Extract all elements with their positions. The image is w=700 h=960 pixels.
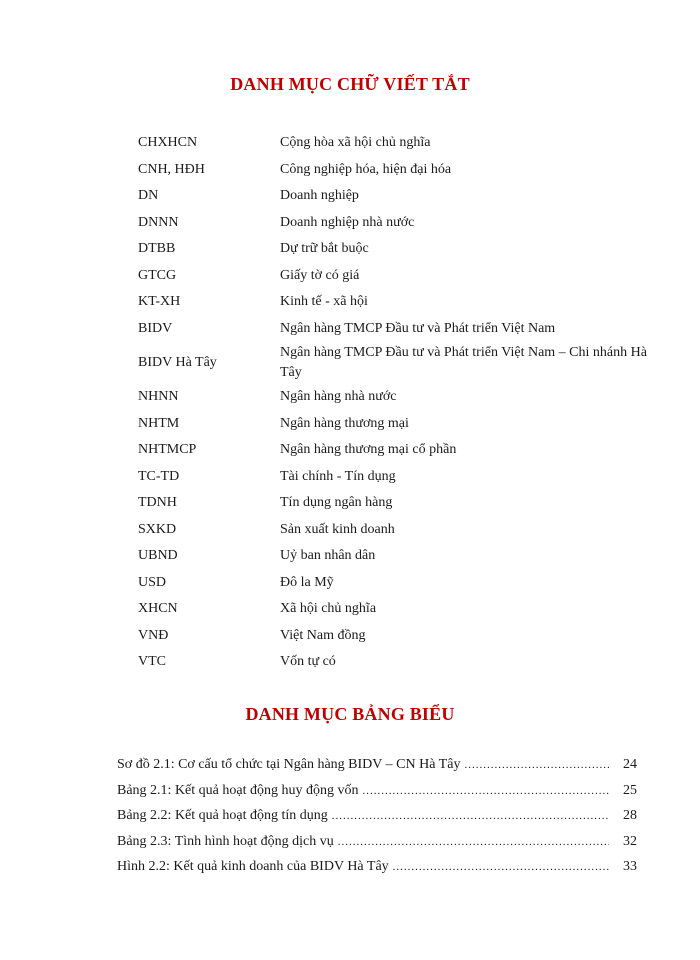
- abbreviation-code: SXKD: [138, 521, 177, 537]
- abbreviation-row: [138, 157, 648, 184]
- abbreviation-row: [138, 316, 648, 343]
- abbreviation-row: [138, 130, 648, 157]
- abbreviation-description: Dự trữ bắt buộc: [280, 241, 369, 257]
- toc-entry[interactable]: [117, 859, 637, 885]
- abbreviation-row: [138, 649, 648, 676]
- abbreviation-row: [138, 236, 648, 263]
- abbreviation-description: Doanh nghiệp nhà nước: [280, 214, 415, 230]
- toc-page-number: 24: [623, 757, 637, 772]
- abbreviation-description: Uỷ ban nhân dân: [280, 548, 376, 564]
- abbreviation-row: [138, 596, 648, 623]
- toc-entry[interactable]: [117, 808, 637, 834]
- abbreviation-description: Ngân hàng thương mại: [280, 415, 409, 431]
- toc-leader-dots: [332, 810, 609, 822]
- abbreviation-description: Việt Nam đồng: [280, 627, 366, 643]
- abbreviation-row: [138, 384, 648, 411]
- toc-page-number: 28: [623, 808, 637, 823]
- abbreviations-title: DANH MỤC CHỮ VIẾT TẮT: [230, 74, 470, 94]
- toc-entry-text: Sơ đồ 2.1: Cơ cấu tổ chức tại Ngân hàng BIDV – CN Hà Tây: [117, 757, 461, 772]
- abbreviation-row: [138, 263, 648, 290]
- toc-leader-dots: [464, 759, 609, 771]
- abbreviation-description: Xã hội chủ nghĩa: [280, 601, 377, 617]
- abbreviation-description: Ngân hàng TMCP Đầu tư và Phát triển Việt Nam – Chi nhánh Hà Tây: [280, 345, 647, 380]
- abbreviation-row: [138, 464, 648, 491]
- abbreviation-description: Ngân hàng nhà nước: [280, 389, 397, 405]
- toc-entry[interactable]: [117, 757, 637, 783]
- abbreviation-description: Tài chính - Tín dụng: [280, 468, 396, 484]
- abbreviation-description: Vốn tự có: [280, 654, 336, 670]
- abbreviation-code: TC-TD: [138, 468, 180, 484]
- abbreviation-list: [138, 130, 648, 676]
- abbreviation-code: KT-XH: [138, 294, 181, 310]
- abbreviation-code: BIDV: [138, 320, 173, 336]
- abbreviation-row: [138, 623, 648, 650]
- tables-title: DANH MỤC BẢNG BIỂU: [245, 704, 455, 724]
- abbreviation-code: VTC: [138, 654, 166, 670]
- abbreviation-row: [138, 411, 648, 438]
- abbreviation-code: DNNN: [138, 214, 179, 230]
- table-of-figures: [117, 757, 637, 885]
- toc-page-number: 25: [623, 782, 637, 798]
- abbreviation-code: NHTM: [138, 415, 180, 431]
- abbreviation-code: DTBB: [138, 241, 176, 257]
- toc-entry-text: Bảng 2.1: Kết quả hoạt động huy động vốn: [117, 782, 359, 798]
- abbreviation-code: CHXHCN: [138, 135, 198, 151]
- toc-entry[interactable]: [117, 834, 637, 860]
- abbreviation-description: Doanh nghiệp: [280, 188, 359, 204]
- abbreviation-description: Ngân hàng thương mại cổ phần: [280, 442, 457, 458]
- abbreviation-code: XHCN: [138, 601, 178, 617]
- toc-page-number: 33: [623, 859, 637, 874]
- abbreviation-description: Công nghiệp hóa, hiện đại hóa: [280, 161, 452, 177]
- abbreviation-row: [138, 490, 648, 517]
- abbreviation-code: USD: [138, 574, 167, 590]
- abbreviation-code: BIDV Hà Tây: [138, 355, 217, 370]
- abbreviation-code: DN: [138, 188, 159, 204]
- abbreviation-description: Kinh tế - xã hội: [280, 294, 368, 310]
- abbreviation-description: Cộng hòa xã hội chủ nghĩa: [280, 135, 431, 151]
- abbreviation-row: [138, 342, 648, 384]
- abbreviation-row: [138, 570, 648, 597]
- abbreviation-row: [138, 543, 648, 570]
- abbreviation-code: NHNN: [138, 389, 179, 405]
- abbreviation-code: UBND: [138, 548, 178, 564]
- abbreviation-description: Tín dụng ngân hàng: [280, 495, 393, 511]
- toc-entry-text: Hình 2.2: Kết quả kinh doanh của BIDV Hà Tây: [117, 859, 389, 874]
- abbreviation-row: [138, 289, 648, 316]
- abbreviation-code: GTCG: [138, 267, 177, 283]
- abbreviation-row: [138, 437, 648, 464]
- toc-leader-dots: [338, 836, 609, 848]
- abbreviation-description: Ngân hàng TMCP Đầu tư và Phát triển Việt Nam: [280, 320, 556, 336]
- abbreviation-description: Sản xuất kinh doanh: [280, 521, 395, 537]
- abbreviation-code: TDNH: [138, 495, 177, 511]
- abbreviation-code: NHTMCP: [138, 442, 197, 458]
- abbreviation-description: Đô la Mỹ: [280, 574, 334, 590]
- toc-entry-text: Bảng 2.2: Kết quả hoạt động tín dụng: [117, 808, 328, 823]
- abbreviation-description: Giấy tờ có giá: [280, 267, 360, 283]
- toc-entry[interactable]: [117, 783, 637, 809]
- abbreviation-row: [138, 183, 648, 210]
- toc-page-number: 32: [623, 833, 637, 849]
- toc-entry-text: Bảng 2.3: Tình hình hoạt động dịch vụ: [117, 833, 334, 849]
- toc-leader-dots: [362, 785, 609, 797]
- abbreviation-code: VNĐ: [138, 627, 169, 643]
- abbreviation-code: CNH, HĐH: [138, 161, 205, 177]
- abbreviation-row: [138, 517, 648, 544]
- abbreviation-row: [138, 210, 648, 237]
- toc-leader-dots: [393, 861, 609, 873]
